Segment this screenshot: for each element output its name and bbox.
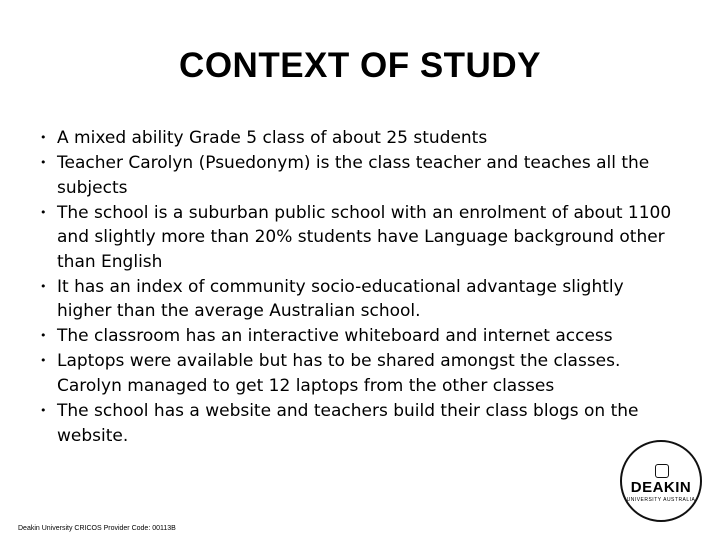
bullet-text: The classroom has an interactive whiteboard and internet access	[57, 326, 613, 347]
list-item	[36, 275, 676, 324]
logo-subtitle: UNIVERSITY AUSTRALIA	[626, 497, 696, 503]
bullet-text: The school is a suburban public school with an enrolment of about 1100 and slightly more than 20% students have Language background other than English	[57, 202, 672, 272]
bullet-icon: •	[40, 329, 47, 343]
bullet-text: A mixed ability Grade 5 class of about 25 students	[57, 128, 488, 148]
list-item	[36, 349, 676, 398]
bullet-list	[36, 126, 676, 449]
bullet-icon: •	[40, 156, 47, 170]
list-item	[36, 399, 676, 448]
deakin-logo	[620, 440, 702, 522]
bullet-icon: •	[40, 279, 47, 293]
bullet-text: It has an index of community socio-educational advantage slightly higher than the average Australian school.	[57, 276, 624, 322]
bullet-icon: •	[40, 131, 47, 144]
logo-wordmark: DEAKIN	[630, 479, 692, 496]
list-item	[36, 324, 676, 349]
slide-title: CONTEXT OF STUDY	[179, 46, 541, 85]
bullet-text: The school has a website and teachers build their class blogs on the website.	[57, 401, 639, 446]
footer-cricos: Deakin University CRICOS Provider Code: 00113B	[18, 525, 176, 532]
bullet-text: Laptops were available but has to be shared amongst the classes. Carolyn managed to get 12 laptops from the other classes	[57, 351, 621, 396]
bullet-text: Teacher Carolyn (Psuedonym) is the class teacher and teaches all the subjects	[57, 153, 650, 198]
list-item	[36, 201, 676, 275]
crest-icon	[655, 464, 669, 478]
list-item	[36, 126, 676, 151]
bullet-icon: •	[40, 404, 47, 418]
bullet-icon: •	[40, 205, 47, 219]
list-item	[36, 151, 676, 200]
bullet-icon: •	[40, 354, 47, 368]
